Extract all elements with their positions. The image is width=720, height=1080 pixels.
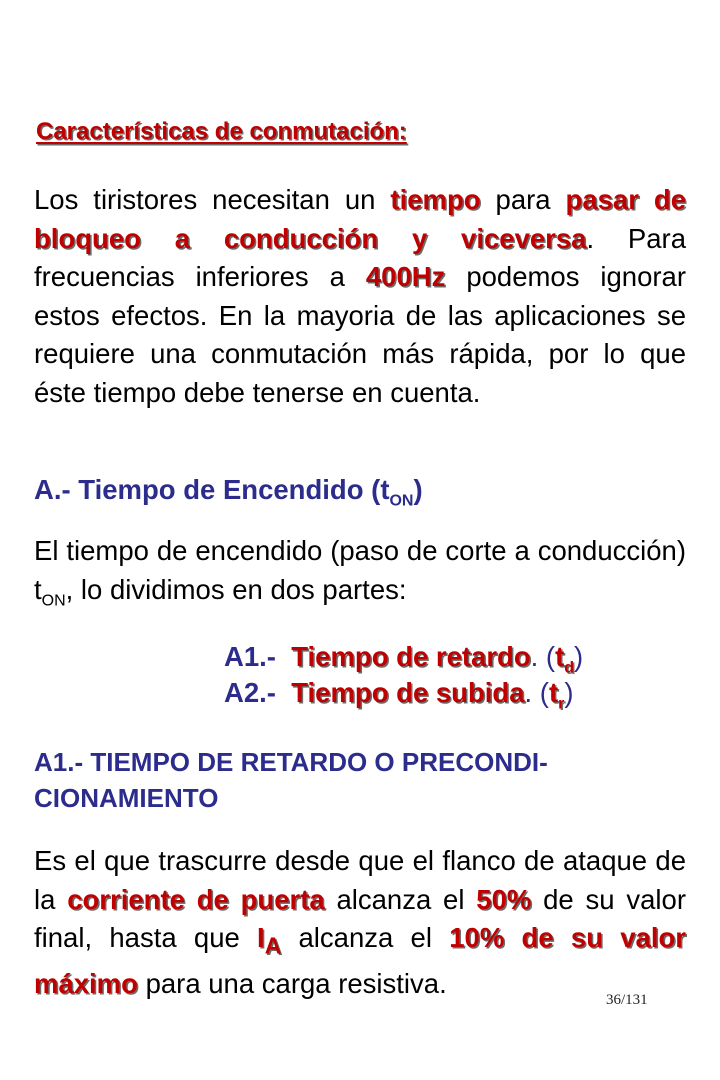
section-a-close: ) [413, 474, 423, 505]
delay-highlight-ia: I [257, 922, 265, 953]
intro-text-1: Los tiristores necesitan un [34, 184, 391, 215]
list-item-close: ) [564, 677, 574, 708]
intro-highlight-400hz: 400Hz [365, 261, 446, 292]
section-a-heading [34, 471, 423, 521]
list-item-number: A1.- [224, 641, 276, 672]
intro-text-4: podemos ignorar estos efectos. En la mayoria de las aplicaciones se requiere una conmutación más rápida, por lo que éste tiempo debe tenerse en cuenta. [34, 261, 686, 408]
list-item-symbol-sub: d [564, 659, 575, 677]
turn-on-subscript: ON [41, 592, 66, 609]
delay-highlight-50: 50% [476, 883, 532, 915]
intro-highlight-tiempo: tiempo [390, 184, 481, 215]
delay-text-1: Es el que trascurre desde que el flanco de ataque de la [34, 845, 686, 915]
turn-on-text-2: , lo dividimos en dos partes: [65, 573, 407, 605]
delay-highlight-ia-sub: A [264, 932, 282, 959]
list-item-open: . ( [530, 641, 556, 672]
section-a-title: A.- Tiempo de Encendido (t [34, 474, 390, 505]
list-item-symbol: t [555, 641, 565, 672]
list-item-label: Tiempo de retardo [291, 641, 531, 672]
section-a1-heading: A1.- TIEMPO DE RETARDO O PRECONDI-CIONAMIENTO [34, 747, 548, 813]
delay-text-4: alcanza el [281, 922, 450, 953]
list-item-symbol: t [548, 677, 559, 708]
delay-highlight-gate-current: corriente de puerta [67, 883, 325, 915]
delay-text-2: alcanza el [324, 883, 477, 915]
list-item-open: . ( [524, 677, 549, 708]
intro-text-2: para [480, 184, 566, 215]
turn-on-text-1: El tiempo de encendido (paso de corte a conducción) t [34, 535, 686, 605]
list-item-symbol-sub: r [558, 695, 565, 713]
list-item-label: Tiempo de subida [291, 677, 525, 708]
intro-text-3: . Para frecuencias inferiores a [34, 222, 686, 292]
section-a-subscript: ON [389, 492, 414, 510]
intro-paragraph [34, 181, 686, 412]
list-item-close: ) [574, 641, 584, 672]
turn-on-paragraph [34, 532, 686, 621]
list-item-number: A2.- [224, 677, 276, 708]
delay-text-3: de su valor final, hasta que [34, 883, 686, 953]
intro-highlight-bloqueo: pasar de bloqueo a conducción y viceversa [34, 184, 686, 254]
delay-text-5: para una carga resistiva. [137, 968, 447, 999]
delay-highlight-10: 10% de su valor máximo [34, 922, 686, 999]
list-item-rise-time [224, 675, 574, 723]
page-heading: Características de conmutación: [36, 118, 407, 145]
delay-paragraph [34, 842, 686, 1004]
page-number: 36/131 [606, 992, 648, 1008]
